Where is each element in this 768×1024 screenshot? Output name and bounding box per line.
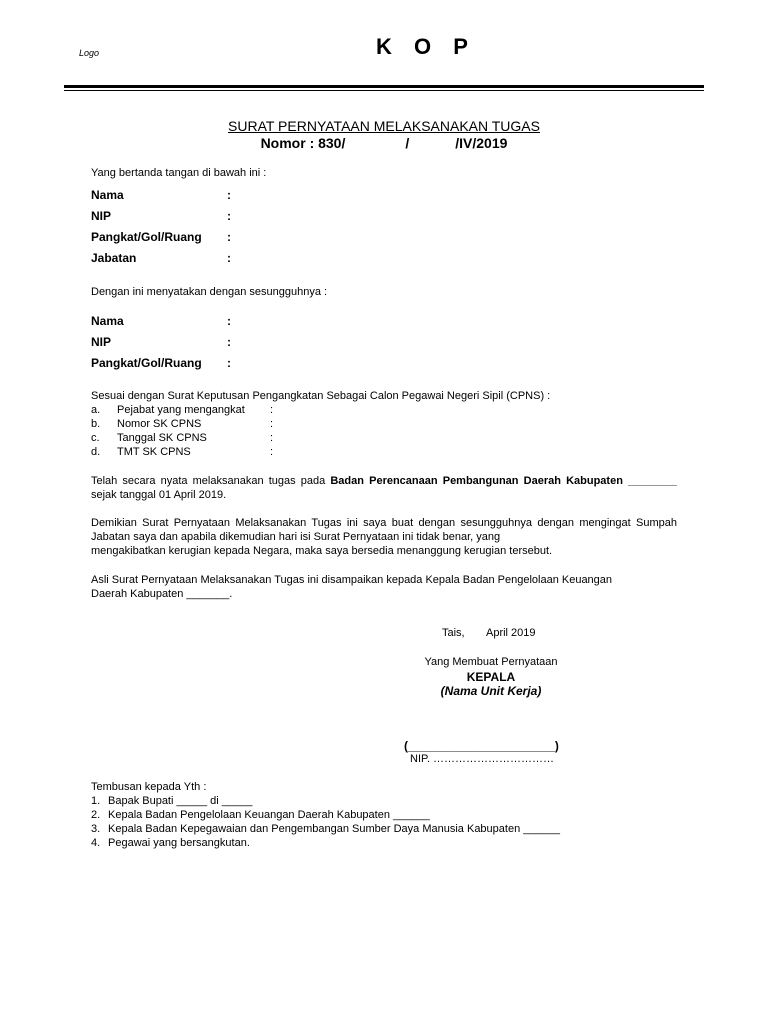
sk-item-colon: : [270, 432, 274, 444]
signer-jabatan-label: Jabatan [91, 251, 137, 265]
asli-body: Asli Surat Pernyataan Melaksanakan Tugas ini disampaikan kepada Kepala Badan Pengelolaan Keuangan [91, 574, 613, 586]
tembusan-item-number: 3. [91, 823, 101, 835]
signature-maker: Yang Membuat Pernyataan [424, 656, 558, 668]
nomor-separator: / [405, 135, 410, 151]
signature-place: Tais, [442, 627, 465, 639]
tembusan-item-number: 4. [91, 837, 101, 849]
signer-pangkat-label: Pangkat/Gol/Ruang [91, 230, 202, 244]
document-number [0, 135, 768, 151]
signer-nip-label: NIP [91, 209, 112, 223]
signature-unit: (Nama Unit Kerja) [440, 684, 542, 698]
tembusan-title: Tembusan kepada Yth : [91, 781, 207, 793]
document-title: SURAT PERNYATAAN MELAKSANAKAN TUGAS [228, 118, 540, 134]
tembusan-item-number: 2. [91, 809, 101, 821]
sk-item-letter: c. [91, 432, 100, 444]
tugas-pre: Telah secara nyata melaksanakan tugas pada [91, 475, 331, 487]
asli-paragraph [91, 573, 677, 601]
logo-placeholder: Logo [79, 48, 100, 58]
sk-item-letter: b. [91, 418, 101, 430]
intro-text: Yang bertanda tangan di bawah ini : [91, 167, 267, 179]
tembusan-item-text: Kepala Badan Kepegawaian dan Pengembangan Sumber Daya Manusia Kabupaten ______ [108, 823, 560, 835]
declare-text: Dengan ini menyatakan dengan sesungguhnya : [91, 286, 328, 298]
demikian-last-line: mengakibatkan kerugian kepada Negara, maka saya bersedia menanggung kerugian tersebut. [91, 545, 553, 557]
sk-intro-text: Sesuai dengan Surat Keputusan Pengangkatan Sebagai Calon Pegawai Negeri Sipil (CPNS) : [91, 390, 551, 402]
sk-item-colon: : [270, 418, 274, 430]
tugas-agency: Badan Perencanaan Pembangunan Daerah Kabupaten ________ [330, 475, 677, 487]
signature-date: April 2019 [486, 627, 536, 639]
signer-jabatan-colon: : [227, 251, 231, 265]
sk-item-label: Tanggal SK CPNS [117, 432, 207, 444]
sk-item-label: Pejabat yang mengangkat [117, 404, 245, 416]
tugas-paragraph [91, 474, 677, 502]
subject-name-colon: : [227, 314, 231, 328]
subject-pangkat-colon: : [227, 356, 231, 370]
sk-item-letter: a. [91, 404, 101, 416]
asli-last-line: Daerah Kabupaten _______. [91, 588, 233, 600]
sk-item-colon: : [270, 404, 274, 416]
signature-nip: NIP. …………………………… [410, 753, 555, 765]
subject-nip-label: NIP [91, 335, 112, 349]
nomor-label: Nomor : 830/ [260, 135, 346, 151]
signer-pangkat-colon: : [227, 230, 231, 244]
signature-position: KEPALA [466, 670, 516, 684]
sk-item-colon: : [270, 446, 274, 458]
sk-item-label: TMT SK CPNS [117, 446, 191, 458]
sk-item-label: Nomor SK CPNS [117, 418, 202, 430]
nomor-suffix: /IV/2019 [455, 135, 508, 151]
header-rule-thin [64, 90, 704, 91]
tembusan-item-text: Pegawai yang bersangkutan. [108, 837, 250, 849]
demikian-paragraph [91, 516, 677, 558]
demikian-body: Demikian Surat Pernyataan Melaksanakan Tugas ini saya buat dengan sesungguhnya dengan mengingat Sumpah Jabatan saya dan apabila dikemudian hari isi Surat Pernyataan ini tidak benar, yang [91, 517, 677, 543]
signer-name-label: Nama [91, 188, 124, 202]
kop-heading: K O P [376, 34, 476, 59]
header-rule-thick [64, 85, 704, 88]
subject-nip-colon: : [227, 335, 231, 349]
signer-name-colon: : [227, 188, 231, 202]
signer-nip-colon: : [227, 209, 231, 223]
tembusan-item-text: Bapak Bupati _____ di _____ [108, 795, 253, 807]
tembusan-item-text: Kepala Badan Pengelolaan Keuangan Daerah Kabupaten ______ [108, 809, 430, 821]
sk-item-letter: d. [91, 446, 101, 458]
signature-name-line: (______________________) [404, 739, 559, 753]
tugas-post: sejak tanggal 01 April 2019. [91, 489, 227, 501]
tembusan-item-number: 1. [91, 795, 101, 807]
subject-pangkat-label: Pangkat/Gol/Ruang [91, 356, 202, 370]
subject-name-label: Nama [91, 314, 124, 328]
